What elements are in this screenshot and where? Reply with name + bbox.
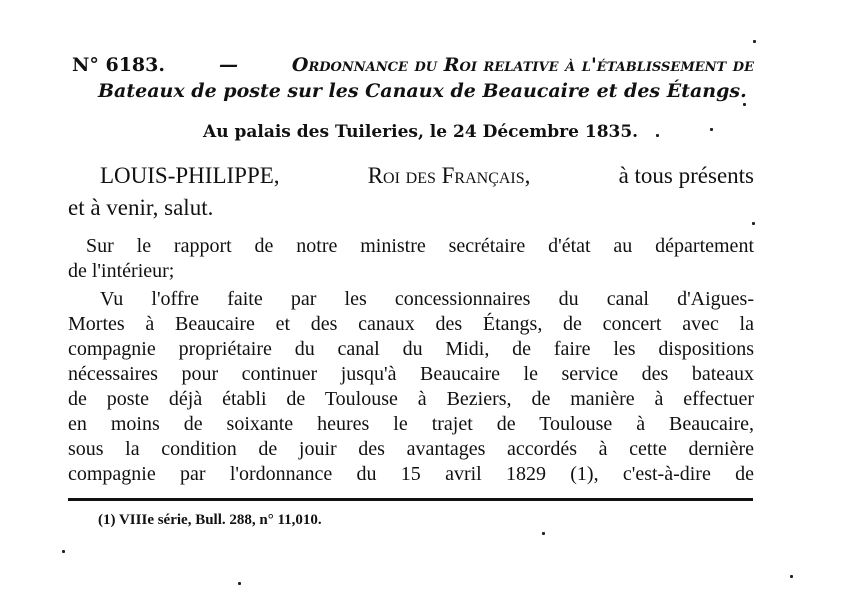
king-title: Roi des Français, [367,163,531,188]
king-name: LOUIS-PHILIPPE, [100,163,280,188]
scan-speck [710,128,713,131]
preamble-line-2: et à venir, salut. [68,195,214,220]
paragraph-2-line-7: sous la condition de jouir des avantages accordés à cette dernière [68,438,754,460]
paragraph-2-line-6: en moins de soixante heures le trajet de Toulouse à Beaucaire, [68,413,754,435]
scan-speck [542,532,545,535]
scan-speck [656,134,659,137]
paragraph-1-line-1: Sur le rapport de notre ministre secrétaire d'état au département [86,235,754,257]
paragraph-2-line-8: compagnie par l'ordonnance du 15 avril 1829 (1), c'est-à-dire de [68,463,754,485]
ordinance-number: N° 6183. [72,54,165,76]
dateline: Au palais des Tuileries, le 24 Décembre 1835. [203,122,639,142]
footnote: (1) VIIIe série, Bull. 288, n° 11,010. [98,512,322,528]
ordinance-title-line-2: Bateaux de poste sur les Canaux de Beaucaire et des Étangs. [98,80,747,102]
paragraph-2-line-5: de poste déjà établi de Toulouse à Beziers, de manière à effectuer [68,388,754,410]
scan-speck [62,550,65,553]
heading-dash: — [218,54,238,76]
scan-speck [790,575,793,578]
preamble-rest: à tous présents [618,163,754,188]
scan-speck [743,103,746,106]
preamble-line-1 [100,163,754,189]
heading-line-1 [72,54,754,76]
scan-speck [753,40,756,43]
paragraph-2-line-3: compagnie propriétaire du canal du Midi, de faire les dispositions [68,338,754,360]
footnote-divider [68,498,753,501]
paragraph-2-line-2: Mortes à Beaucaire et des canaux des Étangs, de concert avec la [68,313,754,335]
ordinance-title-line-1: Ordonnance du Roi relative à l'établissement de [291,54,754,76]
paragraph-2-line-4: nécessaires pour continuer jusqu'à Beaucaire le service des bateaux [68,363,754,385]
paragraph-2-line-1: Vu l'offre faite par les concessionnaires du canal d'Aigues- [100,288,754,310]
paragraph-1-line-2: de l'intérieur; [68,260,175,282]
scan-speck [238,582,241,585]
scan-speck [752,222,755,225]
